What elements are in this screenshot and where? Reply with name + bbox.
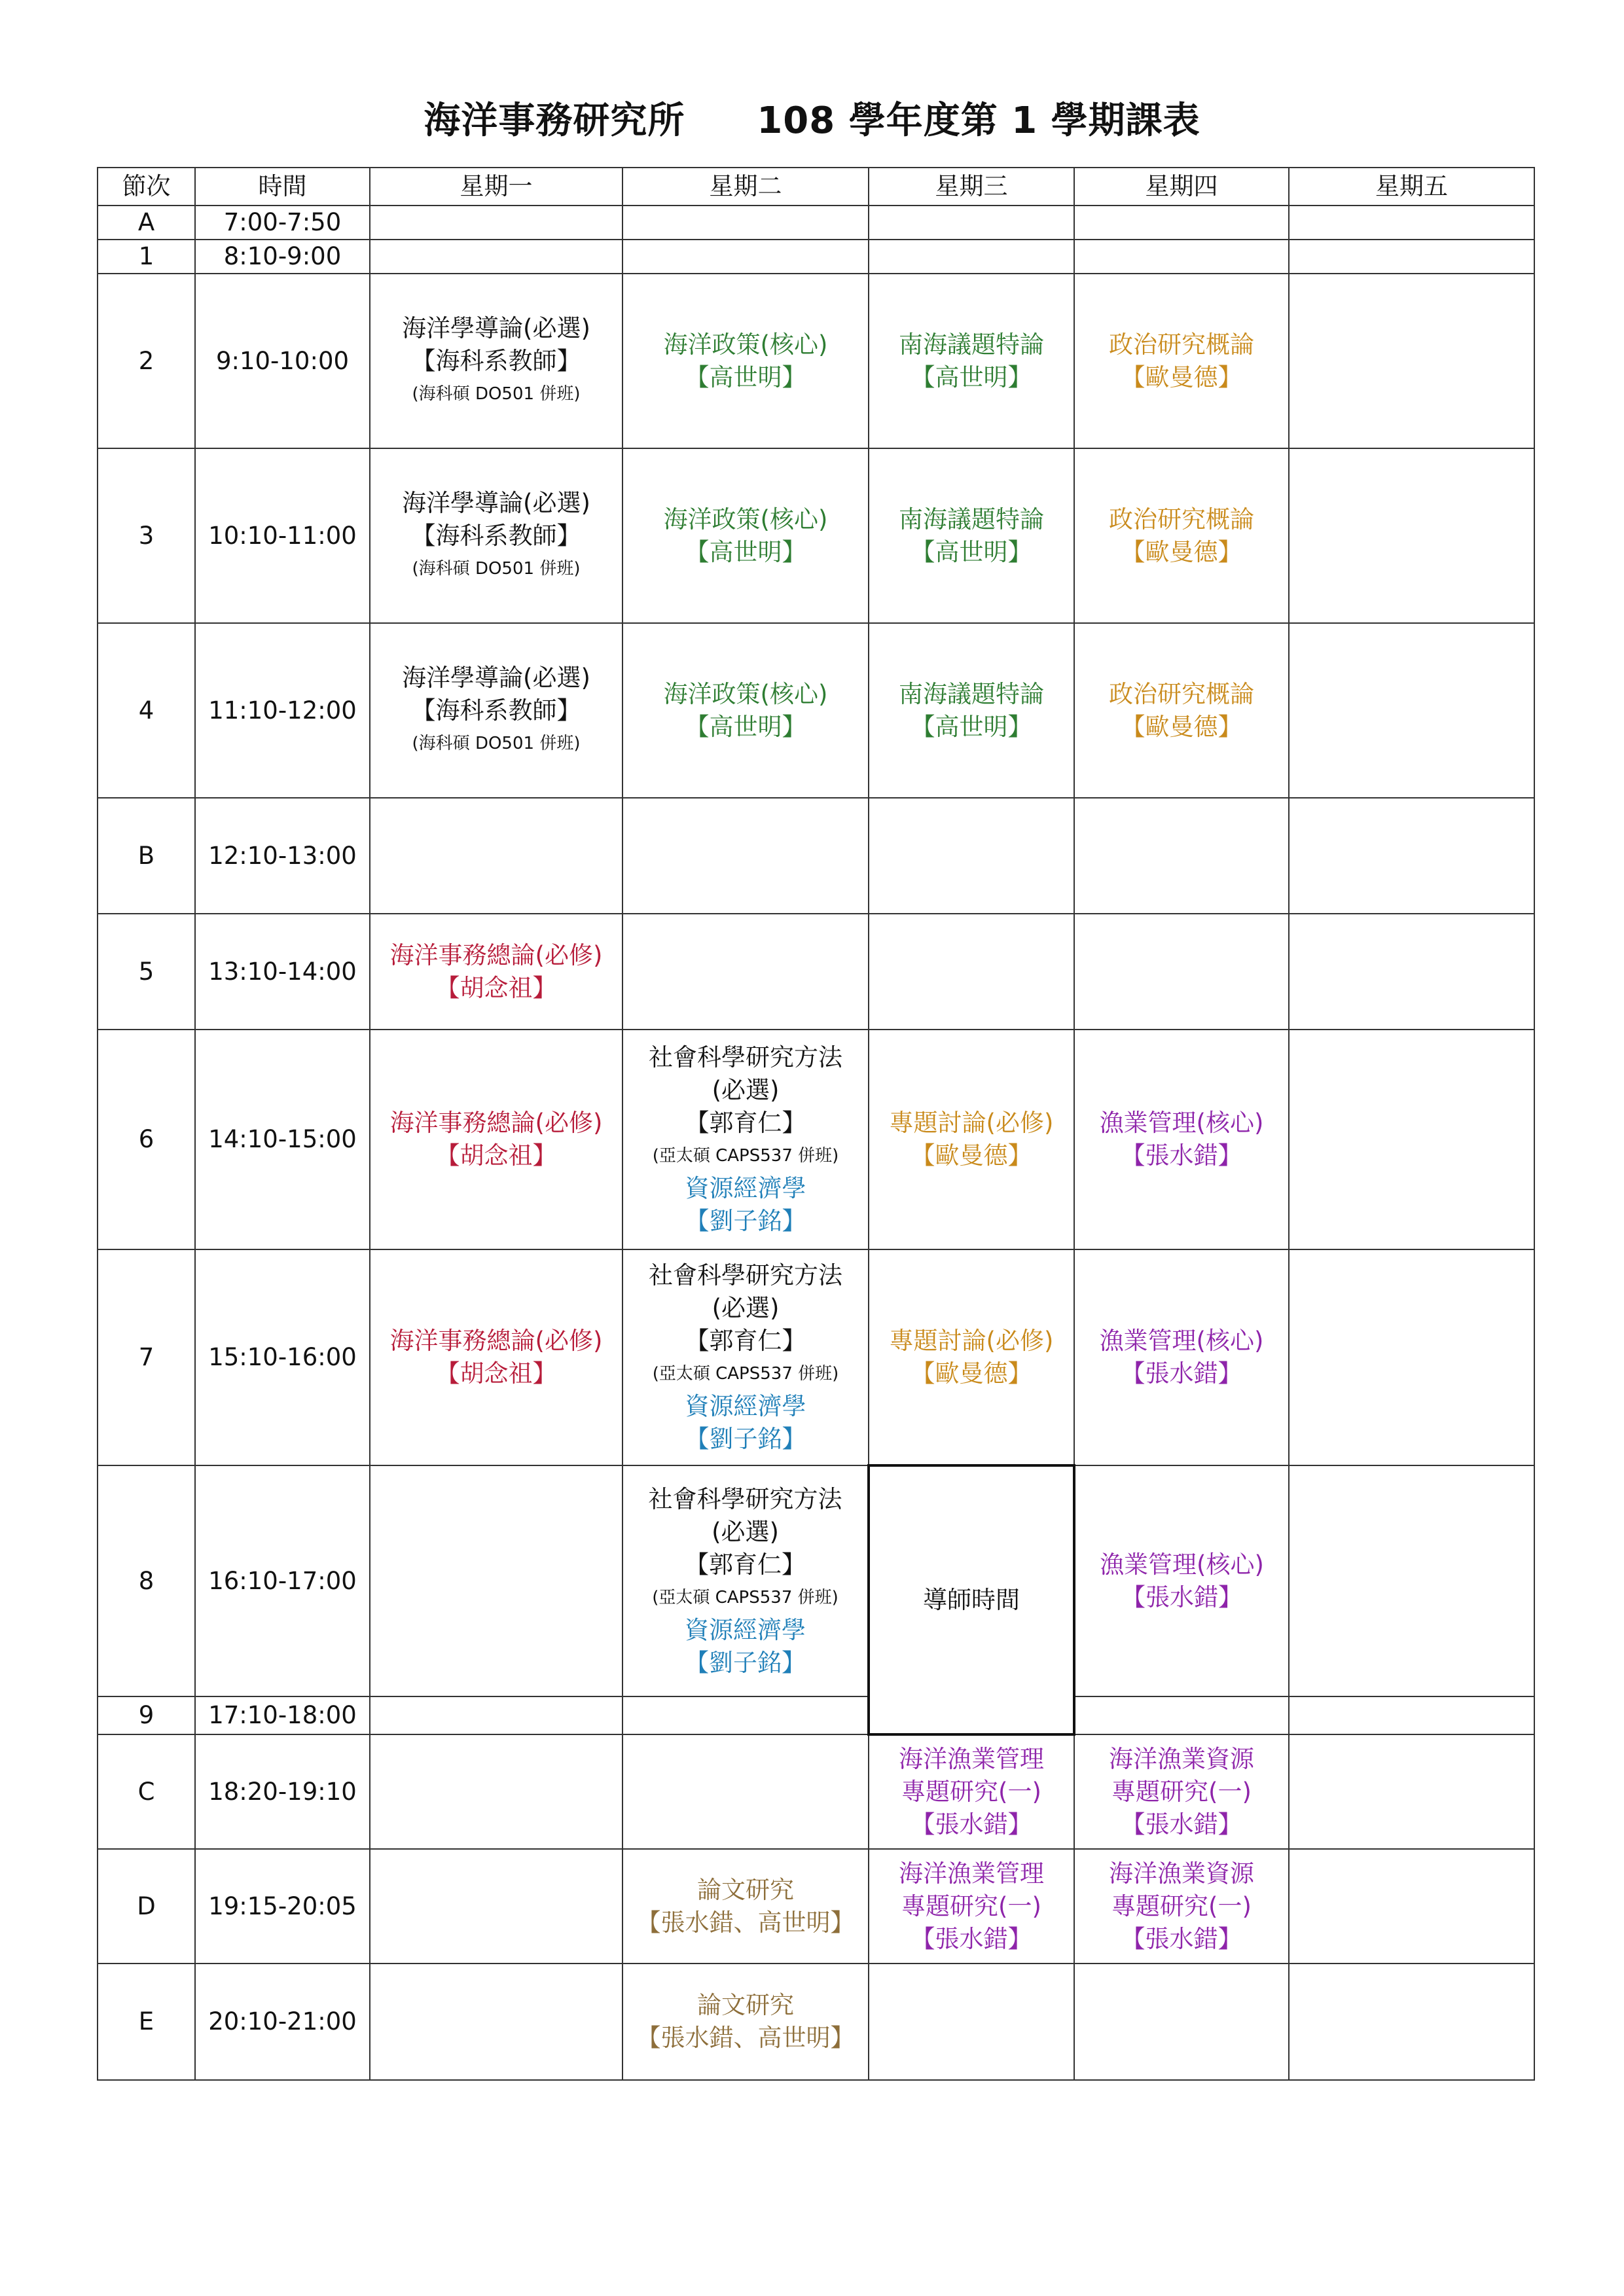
empty-cell	[623, 1734, 869, 1849]
empty-cell	[1289, 1964, 1534, 2080]
empty-cell	[370, 206, 623, 240]
course-name: 海洋學導論(必選)	[402, 488, 590, 517]
course-teacher: 【歐曼德】	[911, 1359, 1032, 1388]
course-teacher: 【高世明】	[685, 363, 806, 391]
table-row	[98, 1696, 1534, 1734]
table-row	[98, 1849, 1534, 1964]
table-row	[98, 1249, 1534, 1465]
course-cell	[869, 448, 1074, 623]
header-wednesday: 星期三	[869, 168, 1074, 206]
course-teacher: 【劉子銘】	[685, 1207, 806, 1235]
course-teacher: 【高世明】	[911, 712, 1032, 741]
period-cell: A	[98, 206, 195, 240]
period-cell: 5	[98, 914, 195, 1030]
time-cell: 14:10-15:00	[195, 1030, 370, 1249]
header-period: 節次	[98, 168, 195, 206]
period-cell: B	[98, 798, 195, 914]
course-name: 海洋政策(核心)	[663, 505, 828, 533]
empty-cell	[623, 798, 869, 914]
course-name-suffix: 專題研究(一)	[901, 1778, 1041, 1806]
course-cell	[1074, 1249, 1289, 1465]
time-cell: 12:10-13:00	[195, 798, 370, 914]
table-row	[98, 623, 1534, 798]
course-cell	[1074, 1734, 1289, 1849]
course-name: 海洋漁業管理	[899, 1859, 1044, 1888]
empty-cell	[370, 1465, 623, 1696]
course-note: (海科碩 DO501 併班)	[412, 558, 581, 579]
time-cell: 9:10-10:00	[195, 274, 370, 448]
time-cell: 17:10-18:00	[195, 1696, 370, 1734]
course-name: 專題討論(必修)	[889, 1109, 1054, 1137]
empty-cell	[1289, 274, 1534, 448]
course-cell	[623, 1849, 869, 1964]
time-cell: 16:10-17:00	[195, 1465, 370, 1696]
course-name: 海洋事務總論(必修)	[389, 1327, 603, 1355]
course-name-suffix: (必選)	[712, 1294, 780, 1322]
course-name: 社會科學研究方法	[649, 1261, 842, 1289]
course-name: 海洋漁業資源	[1109, 1744, 1254, 1773]
course-cell	[370, 1030, 623, 1249]
course-name: 南海議題特論	[899, 505, 1044, 533]
course-cell	[623, 623, 869, 798]
table-row	[98, 240, 1534, 274]
course-teacher: 【張水錯】	[1121, 1583, 1242, 1611]
course-name: 海洋政策(核心)	[663, 679, 828, 708]
empty-cell	[1289, 240, 1534, 274]
course-teacher: 【歐曼德】	[1121, 712, 1242, 741]
course-name-suffix: 專題研究(一)	[1111, 1777, 1252, 1806]
course-name-suffix: (必選)	[712, 1076, 780, 1104]
empty-cell	[869, 206, 1074, 240]
course-cell	[869, 1849, 1074, 1964]
period-cell: 1	[98, 240, 195, 274]
course-cell	[1074, 1030, 1289, 1249]
course-name: 海洋漁業管理	[899, 1745, 1044, 1773]
empty-cell	[623, 240, 869, 274]
course-name: 政治研究概論	[1109, 679, 1254, 708]
course-teacher: 【張水錯、高世明】	[636, 2024, 855, 2052]
course-note: (亞太碩 CAPS537 併班)	[652, 1146, 839, 1166]
table-row	[98, 1030, 1534, 1249]
course-teacher: 【海科系教師】	[411, 696, 581, 725]
course-name-suffix: (必選)	[712, 1517, 779, 1546]
empty-cell	[1289, 1696, 1534, 1734]
course-name: 資源經濟學	[685, 1615, 806, 1644]
time-cell: 10:10-11:00	[195, 448, 370, 623]
table-row	[98, 1964, 1534, 2080]
table-row	[98, 914, 1534, 1030]
empty-cell	[1289, 623, 1534, 798]
empty-cell	[370, 240, 623, 274]
empty-cell	[370, 1849, 623, 1964]
course-cell	[1074, 1849, 1289, 1964]
course-cell	[869, 1030, 1074, 1249]
course-teacher: 【張水錯】	[911, 1924, 1032, 1953]
course-teacher: 【歐曼德】	[1121, 537, 1242, 566]
empty-cell	[1289, 206, 1534, 240]
course-teacher: 【歐曼德】	[1121, 363, 1242, 391]
empty-cell	[869, 1964, 1074, 2080]
course-teacher: 【高世明】	[911, 537, 1032, 566]
course-name: 資源經濟學	[685, 1174, 806, 1202]
empty-cell	[370, 798, 623, 914]
empty-cell	[1074, 1964, 1289, 2080]
course-teacher: 【張水錯】	[1121, 1924, 1242, 1953]
course-teacher: 【郭育仁】	[685, 1109, 806, 1137]
course-name: 南海議題特論	[899, 679, 1044, 708]
time-cell: 15:10-16:00	[195, 1249, 370, 1465]
course-cell	[623, 1249, 869, 1465]
empty-cell	[1289, 1030, 1534, 1249]
course-name: 漁業管理(核心)	[1099, 1109, 1264, 1137]
course-teacher: 【歐曼德】	[911, 1141, 1032, 1170]
schedule-table	[97, 167, 1535, 2081]
header-tuesday: 星期二	[623, 168, 869, 206]
empty-cell	[1289, 1465, 1534, 1696]
period-cell: E	[98, 1964, 195, 2080]
course-teacher: 【劉子銘】	[685, 1425, 806, 1453]
course-name-suffix: 專題研究(一)	[901, 1892, 1041, 1920]
course-teacher: 【胡念祖】	[435, 1141, 557, 1170]
empty-cell	[623, 914, 869, 1030]
period-cell: C	[98, 1734, 195, 1849]
course-name-suffix: 專題研究(一)	[1111, 1892, 1252, 1920]
period-cell: 9	[98, 1696, 195, 1734]
course-name: 專題討論(必修)	[889, 1326, 1054, 1355]
period-cell: 6	[98, 1030, 195, 1249]
course-cell	[869, 1734, 1074, 1849]
table-row	[98, 1734, 1534, 1849]
course-name: 海洋事務總論(必修)	[389, 1109, 603, 1137]
course-cell	[623, 1030, 869, 1249]
empty-cell	[1074, 1696, 1289, 1734]
empty-cell	[869, 798, 1074, 914]
header-row	[98, 168, 1534, 206]
course-name: 導師時間	[923, 1585, 1020, 1614]
course-cell	[623, 448, 869, 623]
empty-cell	[1074, 798, 1289, 914]
course-name: 政治研究概論	[1109, 505, 1254, 533]
course-cell	[869, 274, 1074, 448]
header-thursday: 星期四	[1074, 168, 1289, 206]
table-row	[98, 1465, 1534, 1696]
time-cell: 8:10-9:00	[195, 240, 370, 274]
course-name: 論文研究	[697, 1875, 794, 1904]
course-name: 海洋事務總論(必修)	[389, 941, 603, 969]
header-monday: 星期一	[370, 168, 623, 206]
course-name: 海洋政策(核心)	[663, 330, 828, 359]
period-cell: 8	[98, 1465, 195, 1696]
course-cell	[1074, 623, 1289, 798]
period-cell: D	[98, 1849, 195, 1964]
header-friday: 星期五	[1289, 168, 1534, 206]
course-name: 海洋學導論(必選)	[402, 314, 590, 342]
table-row	[98, 798, 1534, 914]
course-name: 社會科學研究方法	[649, 1043, 842, 1071]
empty-cell	[1074, 206, 1289, 240]
course-teacher: 【張水錯、高世明】	[636, 1908, 855, 1937]
empty-cell	[370, 1734, 623, 1849]
empty-cell	[869, 240, 1074, 274]
empty-cell	[370, 1696, 623, 1734]
course-cell	[1074, 448, 1289, 623]
course-cell	[623, 1465, 869, 1696]
institute-name: 海洋事務研究所	[424, 99, 685, 142]
empty-cell	[1074, 914, 1289, 1030]
course-cell	[370, 623, 623, 798]
table-row	[98, 448, 1534, 623]
course-teacher: 【郭育仁】	[685, 1550, 806, 1579]
empty-cell	[623, 1696, 869, 1734]
course-cell	[370, 274, 623, 448]
time-cell: 19:15-20:05	[195, 1849, 370, 1964]
period-cell: 2	[98, 274, 195, 448]
course-cell	[1074, 1465, 1289, 1696]
course-note: (亞太碩 CAPS537 併班)	[652, 1364, 839, 1384]
course-teacher: 【海科系教師】	[411, 521, 581, 550]
course-teacher: 【郭育仁】	[685, 1327, 806, 1355]
course-teacher: 【高世明】	[685, 537, 806, 566]
course-name: 資源經濟學	[685, 1392, 806, 1420]
tutor-time-cell	[869, 1465, 1074, 1734]
empty-cell	[869, 914, 1074, 1030]
course-cell	[623, 274, 869, 448]
course-note: (海科碩 DO501 併班)	[412, 384, 581, 404]
course-note: (亞太碩 CAPS537 併班)	[652, 1587, 839, 1607]
period-cell: 3	[98, 448, 195, 623]
course-teacher: 【高世明】	[685, 712, 806, 741]
course-name: 社會科學研究方法	[648, 1484, 842, 1513]
course-name: 政治研究概論	[1109, 330, 1254, 359]
empty-cell	[1289, 1849, 1534, 1964]
course-cell	[370, 448, 623, 623]
course-name: 海洋學導論(必選)	[402, 663, 590, 692]
table-row	[98, 274, 1534, 448]
empty-cell	[1289, 1249, 1534, 1465]
empty-cell	[1289, 798, 1534, 914]
course-teacher: 【高世明】	[911, 363, 1032, 391]
course-teacher: 【胡念祖】	[435, 973, 557, 1002]
course-teacher: 【劉子銘】	[685, 1648, 806, 1677]
semester-label: 108 學年度第 1 學期課表	[757, 99, 1200, 142]
course-cell	[370, 914, 623, 1030]
page-title	[0, 92, 1624, 144]
course-note: (海科碩 DO501 併班)	[412, 733, 581, 753]
time-cell: 11:10-12:00	[195, 623, 370, 798]
course-cell	[869, 623, 1074, 798]
course-cell	[370, 1249, 623, 1465]
empty-cell	[1289, 448, 1534, 623]
course-name: 論文研究	[697, 1991, 794, 2019]
empty-cell	[1289, 1734, 1534, 1849]
course-cell	[623, 1964, 869, 2080]
course-name: 海洋漁業資源	[1109, 1859, 1254, 1888]
empty-cell	[1074, 240, 1289, 274]
course-name: 漁業管理(核心)	[1100, 1550, 1264, 1579]
course-cell	[1074, 274, 1289, 448]
period-cell: 7	[98, 1249, 195, 1465]
course-name: 南海議題特論	[899, 330, 1044, 359]
empty-cell	[623, 206, 869, 240]
time-cell: 13:10-14:00	[195, 914, 370, 1030]
period-cell: 4	[98, 623, 195, 798]
course-teacher: 【張水錯】	[911, 1810, 1032, 1839]
course-cell	[869, 1249, 1074, 1465]
course-teacher: 【張水錯】	[1121, 1141, 1242, 1170]
time-cell: 18:20-19:10	[195, 1734, 370, 1849]
course-teacher: 【張水錯】	[1121, 1810, 1242, 1839]
header-time: 時間	[195, 168, 370, 206]
table-row	[98, 206, 1534, 240]
time-cell: 7:00-7:50	[195, 206, 370, 240]
course-teacher: 【海科系教師】	[411, 346, 581, 375]
course-teacher: 【胡念祖】	[435, 1359, 557, 1388]
course-teacher: 【張水錯】	[1121, 1359, 1242, 1388]
empty-cell	[1289, 914, 1534, 1030]
empty-cell	[370, 1964, 623, 2080]
time-cell: 20:10-21:00	[195, 1964, 370, 2080]
course-name: 漁業管理(核心)	[1099, 1327, 1264, 1355]
